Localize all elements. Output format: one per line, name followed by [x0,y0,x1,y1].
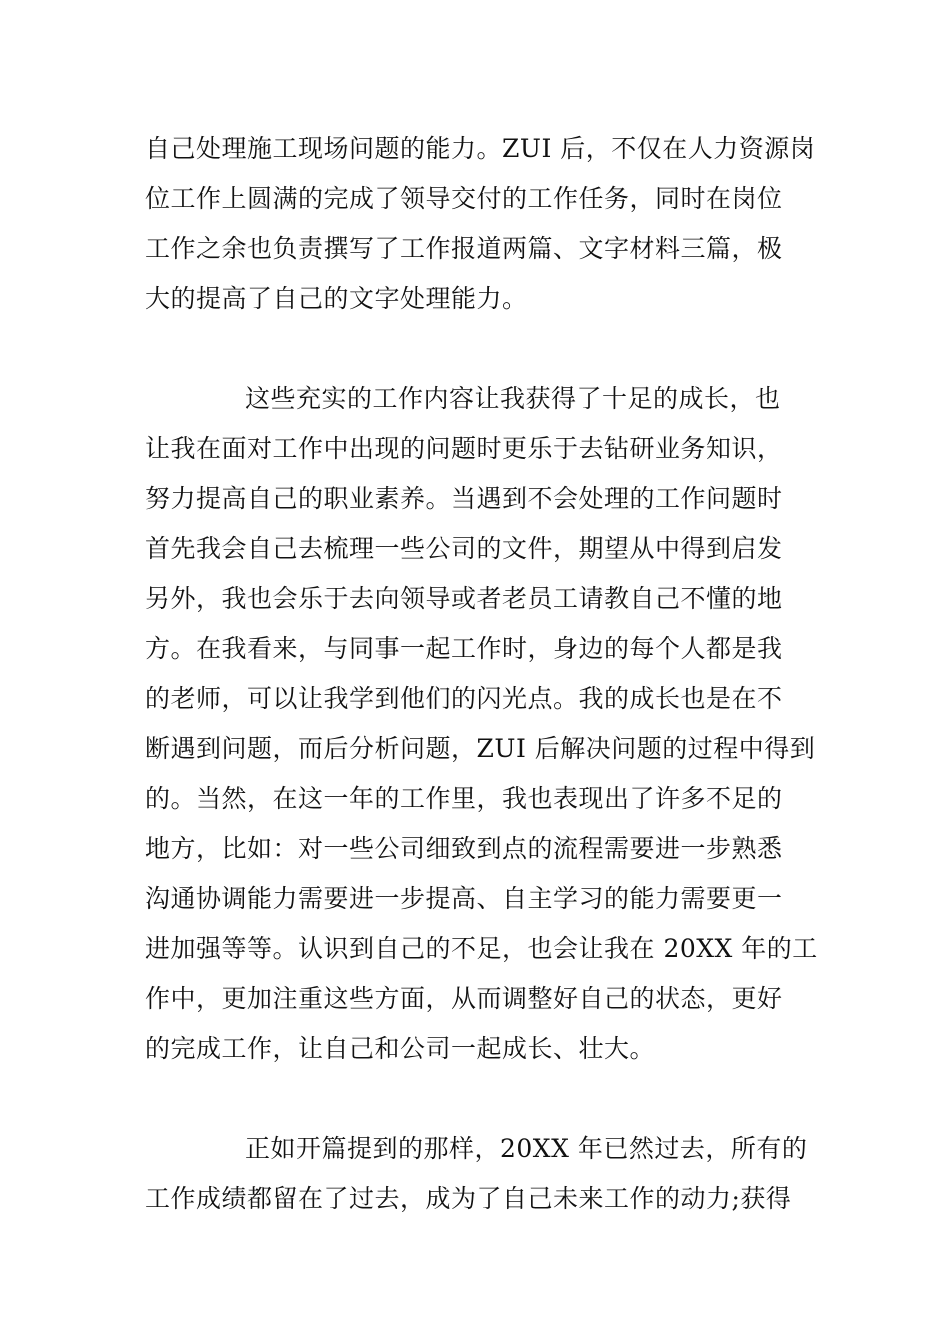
paragraph-3 [145,1124,809,1224]
text-line: 位工作上圆满的完成了领导交付的工作任务，同时在岗位 [145,184,783,213]
text-line-indented: 正如开篇提到的那样，20XX 年已然过去，所有的 [245,1134,808,1163]
text-line: 努力提高自己的职业素养。当遇到不会处理的工作问题时 [145,484,783,513]
text-line: 让我在面对工作中出现的问题时更乐于去钻研业务知识， [145,434,783,463]
text-line: 自己处理施工现场问题的能力。ZUI 后，不仅在人力资源岗 [145,134,816,163]
text-line: 地方，比如：对一些公司细致到点的流程需要进一步熟悉 [145,834,783,863]
text-line: 方。在我看来，与同事一起工作时，身边的每个人都是我 [145,634,783,663]
text-line-indented: 这些充实的工作内容让我获得了十足的成长，也 [245,384,781,413]
text-line: 首先我会自己去梳理一些公司的文件，期望从中得到启发 [145,534,783,563]
text-line: 大的提高了自己的文字处理能力。 [145,284,528,313]
text-line: 另外，我也会乐于去向领导或者老员工请教自己不懂的地 [145,584,783,613]
paragraph-gap [145,1074,809,1124]
text-line: 的完成工作，让自己和公司一起成长、壮大。 [145,1034,656,1063]
text-line: 的。当然，在这一年的工作里，我也表现出了许多不足的 [145,784,783,813]
text-line: 作中，更加注重这些方面，从而调整好自己的状态，更好 [145,984,783,1013]
text-line: 的老师，可以让我学到他们的闪光点。我的成长也是在不 [145,684,783,713]
text-line: 工作之余也负责撰写了工作报道两篇、文字材料三篇，极 [145,234,783,263]
document-body [145,124,818,1224]
paragraph-2 [145,374,818,1074]
text-line: 断遇到问题，而后分析问题，ZUI 后解决问题的过程中得到 [145,734,816,763]
text-line: 工作成绩都留在了过去，成为了自己未来工作的动力;获得 [145,1184,792,1213]
paragraph-gap [145,324,809,374]
text-line: 进加强等等。认识到自己的不足，也会让我在 20XX 年的工 [145,934,818,963]
text-line: 沟通协调能力需要进一步提高、自主学习的能力需要更一 [145,884,783,913]
paragraph-1 [145,124,816,324]
